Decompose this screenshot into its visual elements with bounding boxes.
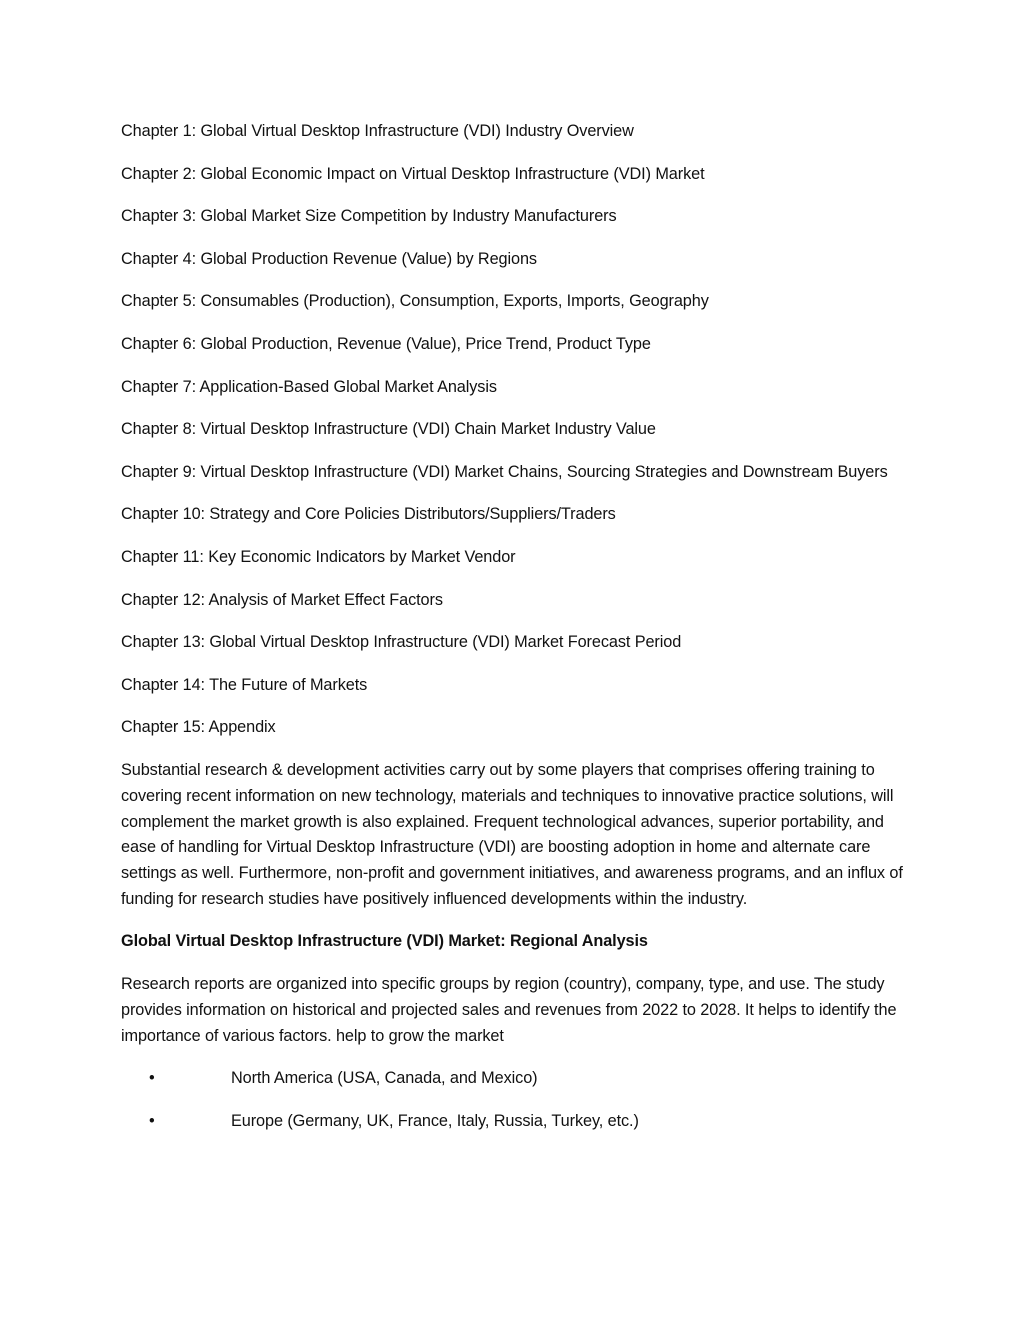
chapter-line-11: Chapter 11: Key Economic Indicators by Market Vendor bbox=[121, 547, 516, 566]
regional-analysis-heading: Global Virtual Desktop Infrastructure (VDI) Market: Regional Analysis bbox=[121, 932, 648, 951]
bullet-icon: • bbox=[149, 1069, 155, 1088]
chapter-line-3: Chapter 3: Global Market Size Competition by Industry Manufacturers bbox=[121, 207, 617, 226]
chapter-line-13: Chapter 13: Global Virtual Desktop Infrastructure (VDI) Market Forecast Period bbox=[121, 633, 682, 652]
chapter-line-1: Chapter 1: Global Virtual Desktop Infrastructure (VDI) Industry Overview bbox=[121, 122, 634, 140]
chapter-line-7: Chapter 7: Application-Based Global Market Analysis bbox=[121, 377, 497, 396]
chapter-line-12: Chapter 12: Analysis of Market Effect Factors bbox=[121, 590, 443, 609]
chapter-line-10: Chapter 10: Strategy and Core Policies Distributors/Suppliers/Traders bbox=[121, 505, 616, 524]
chapter-line-2: Chapter 2: Global Economic Impact on Virtual Desktop Infrastructure (VDI) Market bbox=[121, 164, 705, 183]
chapter-line-9: Chapter 9: Virtual Desktop Infrastructure (VDI) Market Chains, Sourcing Strategies and Downstream Buyers bbox=[121, 462, 888, 481]
region-europe: Europe (Germany, UK, France, Italy, Russia, Turkey, etc.) bbox=[231, 1111, 639, 1130]
region-north-america: North America (USA, Canada, and Mexico) bbox=[231, 1069, 538, 1088]
chapter-line-14: Chapter 14: The Future of Markets bbox=[121, 675, 368, 694]
chapter-line-15: Chapter 15: Appendix bbox=[121, 718, 276, 737]
body-paragraph: Substantial research & development activities carry out by some players that comprises offering training to covering recent information on new technology, materials and techniques to innovative practice solutions, will complement the market growth is also explained. Frequent technological advances, superior portability, and ease of handling for Virtual Desktop Infrastructure (VDI) are boosting adoption in home and alternate care settings as well. Furthermore, non-profit and government initiatives, and awareness programs, and an influx of funding for research studies have positively influenced developments within the industry. bbox=[121, 760, 903, 908]
document-content bbox=[121, 119, 906, 1151]
list-item bbox=[121, 1066, 906, 1092]
chapter-line-5: Chapter 5: Consumables (Production), Consumption, Exports, Imports, Geography bbox=[121, 292, 709, 311]
chapter-line-4: Chapter 4: Global Production Revenue (Value) by Regions bbox=[121, 249, 537, 268]
regional-paragraph: Research reports are organized into specific groups by region (country), company, type, and use. The study provides information on historical and projected sales and revenues from 2022 to 2028. It helps to identify the importance of various factors. help to grow the market bbox=[121, 975, 897, 1045]
list-item bbox=[121, 1109, 906, 1135]
chapter-line-8: Chapter 8: Virtual Desktop Infrastructure (VDI) Chain Market Industry Value bbox=[121, 420, 656, 439]
regions-list bbox=[121, 1066, 906, 1134]
chapter-line-6: Chapter 6: Global Production, Revenue (Value), Price Trend, Product Type bbox=[121, 334, 651, 353]
bullet-icon: • bbox=[149, 1111, 155, 1130]
